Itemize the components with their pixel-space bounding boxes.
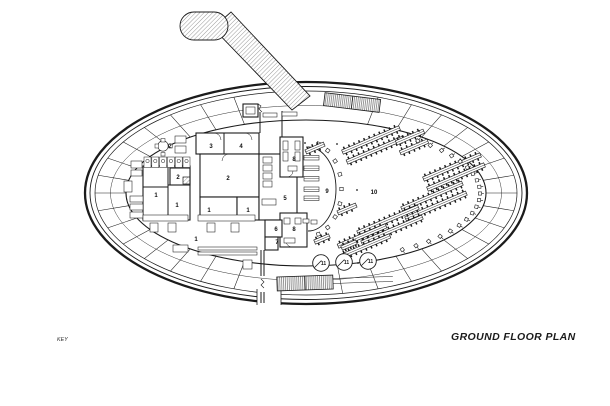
room-label-2: 2 — [226, 176, 230, 182]
kiosk-number: 11 — [343, 260, 350, 266]
kiosk-number: 11 — [367, 259, 374, 265]
room-label-7: 7 — [275, 240, 279, 246]
room-label-10: 10 — [370, 190, 378, 196]
room-label-1: 1 — [194, 237, 198, 243]
kiosk-number: 11 — [320, 261, 327, 267]
reading-tables — [304, 124, 486, 264]
room-label-6: 6 — [274, 227, 278, 233]
study-kiosks — [313, 253, 377, 272]
room-label-2: 2 — [168, 144, 172, 150]
room-label-1: 1 — [154, 193, 158, 199]
plan-title: GROUND FLOOR PLAN — [451, 331, 576, 343]
room-label-1: 1 — [246, 208, 250, 214]
key-heading: KEY — [57, 337, 68, 343]
room-walls — [143, 104, 307, 303]
reading-table — [313, 232, 331, 247]
room-label-9: 9 — [325, 189, 329, 195]
room-label-3: 3 — [209, 144, 213, 150]
room-label-1: 1 — [207, 208, 211, 214]
perimeter-chairs — [400, 138, 484, 253]
stair-band-top — [323, 93, 380, 113]
room-label-1: 1 — [175, 203, 179, 209]
room-label-8: 8 — [292, 227, 296, 233]
room-label-2: 2 — [176, 175, 180, 181]
scale-bar — [468, 364, 572, 388]
room-label-8: 8 — [292, 157, 296, 163]
stair-band-bottom — [277, 273, 393, 291]
room-label-5: 5 — [283, 196, 287, 202]
room-label-4: 4 — [239, 144, 243, 150]
